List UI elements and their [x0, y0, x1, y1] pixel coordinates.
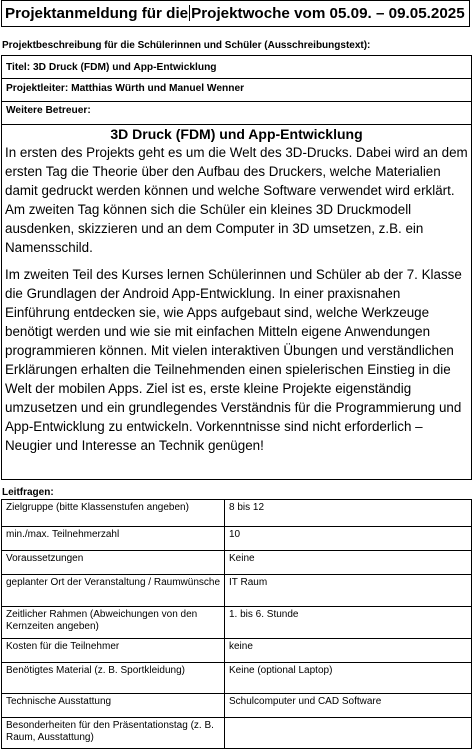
project-info-box — [1, 55, 472, 125]
info-divider — [2, 78, 471, 79]
question-cell: Zeitlicher Rahmen (Abweichungen von den Kernzeiten angeben) — [2, 607, 225, 639]
description-box — [1, 124, 472, 480]
page-title — [1, 0, 470, 27]
question-cell: geplanter Ort der Veranstaltung / Raumwünsche — [2, 575, 225, 607]
question-cell: Zielgruppe (bitte Klassenstufen angeben) — [2, 500, 225, 527]
text-cursor — [189, 5, 190, 21]
table-row — [2, 527, 472, 551]
info-divider — [2, 101, 471, 102]
question-cell: Besonderheiten für den Präsentationstag (z. B. Raum, Ausstattung) — [2, 718, 225, 749]
answer-cell[interactable]: 8 bis 12 — [225, 500, 472, 527]
question-cell: min./max. Teilnehmerzahl — [2, 527, 225, 551]
answer-cell[interactable]: Keine — [225, 551, 472, 575]
question-cell: Benötigtes Material (z. B. Sportkleidung) — [2, 663, 225, 694]
table-row — [2, 551, 472, 575]
questions-label: Leitfragen: — [2, 487, 54, 498]
more-supervisors-line[interactable]: Weitere Betreuer: — [6, 105, 91, 116]
answer-cell[interactable]: 10 — [225, 527, 472, 551]
project-leader-line[interactable]: Projektleiter: Matthias Würth und Manuel Wenner — [6, 83, 245, 94]
questions-table — [1, 499, 472, 749]
question-cell: Kosten für die Teilnehmer — [2, 639, 225, 663]
table-row — [2, 663, 472, 694]
table-row — [2, 718, 472, 749]
question-cell: Technische Ausstattung — [2, 694, 225, 718]
description-heading: 3D Druck (FDM) und App-Entwicklung — [110, 126, 363, 142]
title-right: Projektwoche vom 05.09. – 09.05.2025 — [191, 5, 465, 22]
description-paragraph-2[interactable]: Im zweiten Teil des Kurses lernen Schülerinnen und Schüler ab der 7. Klasse die Grundlagen der Android App-Entwicklung. In einer praxisnahen Einführung entdecken sie, wie Apps aufgebaut sind, welche Werkzeuge benötigt werden und wie sie mit einfachen Mitteln eigene Anwendungen programmieren können. Mit vielen interaktiven Übungen und verständlichen Erklärungen erhalten die Teilnehmenden einen spielerischen Einstieg in die Welt der mobilen Apps. Ziel ist es, erste kleine Projekte eigenständig umzusetzen und ein grundlegendes Verständnis für die Programmierung und App-Entwicklung zu entwickeln. Vorkenntnisse sind nicht erforderlich – Neugier und Interesse an Technik genügen! — [5, 266, 462, 454]
answer-cell[interactable]: 1. bis 6. Stunde — [225, 607, 472, 639]
table-row — [2, 639, 472, 663]
question-cell: Voraussetzungen — [2, 551, 225, 575]
project-title-line[interactable]: Titel: 3D Druck (FDM) und App-Entwicklung — [6, 62, 217, 73]
description-paragraph-1[interactable]: In ersten des Projekts geht es um die Welt des 3D-Drucks. Dabei wird an dem ersten Tag die Theorie über den Aufbau des Druckers, welche Materialien damit gedruckt werden können und welche Software verwendet wird erklärt. Am zweiten Tag können sich die Schüler ein kleines 3D Druckmodell ausdenken, skizzieren und an dem Computer in 3D umsetzen, z.B. ein Namensschild. — [5, 145, 468, 256]
table-row — [2, 694, 472, 718]
table-row — [2, 500, 472, 527]
table-row — [2, 607, 472, 639]
description-label: Projektbeschreibung für die Schülerinnen und Schüler (Ausschreibungstext): — [2, 40, 371, 51]
answer-cell[interactable]: Keine (optional Laptop) — [225, 663, 472, 694]
answer-cell[interactable]: keine — [225, 639, 472, 663]
title-left: Projektanmeldung für die — [5, 5, 189, 22]
table-row — [2, 575, 472, 607]
answer-cell[interactable] — [225, 718, 472, 749]
answer-cell[interactable]: IT Raum — [225, 575, 472, 607]
answer-cell[interactable]: Schulcomputer und CAD Software — [225, 694, 472, 718]
